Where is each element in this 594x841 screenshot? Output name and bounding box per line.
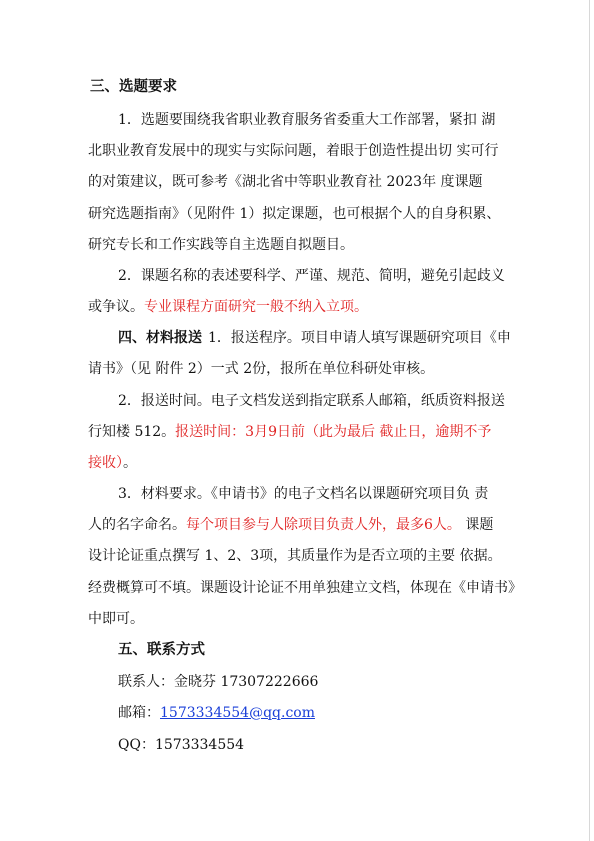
s4-p3-line5: 中即可。 [88,611,144,627]
s3-p1-line2: 北职业教育发展中的现实与实际问题，着眼于创造性提出切 实可行 [88,143,499,159]
s3-p1-line3: 的对策建议，既可参考《湖北省中等职业教育社 2023年 度课题 [88,174,483,190]
contact-email [118,703,315,723]
s4-p3-limit-red: 每个项目参与人除项目负责人外，最多6人。 [186,517,461,533]
s3-p2-line1: 2．课题名称的表述要科学、严谨、规范、简明，避免引起歧义 [118,268,505,284]
s4-p2-line1: 2．报送时间。电子文档发送到指定联系人邮箱，纸质资料报送 [118,393,505,409]
contact-value: 金晓芬 17307222666 [174,674,319,690]
s3-p1-line5: 研究专长和工作实践等自主选题自拟题目。 [88,237,354,253]
s3-p2-line2-text: 或争议。 [88,299,144,315]
s4-p1-line2: 请书》（见 附件 2）一式 2份，报所在单位科研处审核。 [88,361,435,377]
s3-p1-line4: 研究选题指南》（见附件 1）拟定课题，也可根据个人的自身积累、 [88,206,501,222]
s4-p3-line4: 经费概算可不填。课题设计论证不用单独建立文档，体现在《申请书》 [88,580,522,596]
s3-p1-line1: 1．选题要围绕我省职业教育服务省委重大工作部署，紧扣 湖 [118,112,496,128]
s4-p3-line2-text: 人的名字命名。 [88,517,186,533]
s4-p2-line3 [88,453,137,473]
section-3-heading: 三、选题要求 [90,78,177,95]
email-label: 邮箱： [118,705,160,721]
s4-p2-line2 [88,422,491,442]
s3-p2-note-red: 专业课程方面研究一般不纳入立项。 [144,299,368,315]
s4-p3-line1: 3．材料要求。《申请书》的电子文档名以课题研究项目负 责 [118,486,489,502]
contact-person [118,672,318,692]
s4-p2-deadline-red-cont: 接收） [88,455,123,471]
contact-label: 联系人： [118,674,174,690]
s4-p2-line2-text: 行知楼 512。 [88,424,176,440]
s4-p3-line2 [88,515,493,535]
s3-p2-line2 [88,297,368,317]
s4-p3-line2-end: 课题 [460,517,494,533]
qq-value: 1573334554 [154,737,245,753]
section-5-heading: 五、联系方式 [118,641,205,658]
contact-qq [118,735,244,755]
s4-p2-deadline-red: 报送时间：3月9日前（此为最后 截止日，逾期不予 [175,424,492,440]
s4-p1-line1 [118,328,511,348]
s4-p3-line3: 设计论证重点撰写 1、2、3项，其质量作为是否立项的主要 依据。 [88,548,502,564]
section-4-heading: 四、材料报送 [118,330,202,346]
qq-label: QQ： [118,737,155,753]
s4-p1-line1-text: 1．报送程序。项目申请人填写课题研究项目《申 [208,330,511,346]
s4-p2-line3-end: 。 [123,455,137,471]
email-link[interactable]: 1573334554@qq.com [160,705,315,721]
